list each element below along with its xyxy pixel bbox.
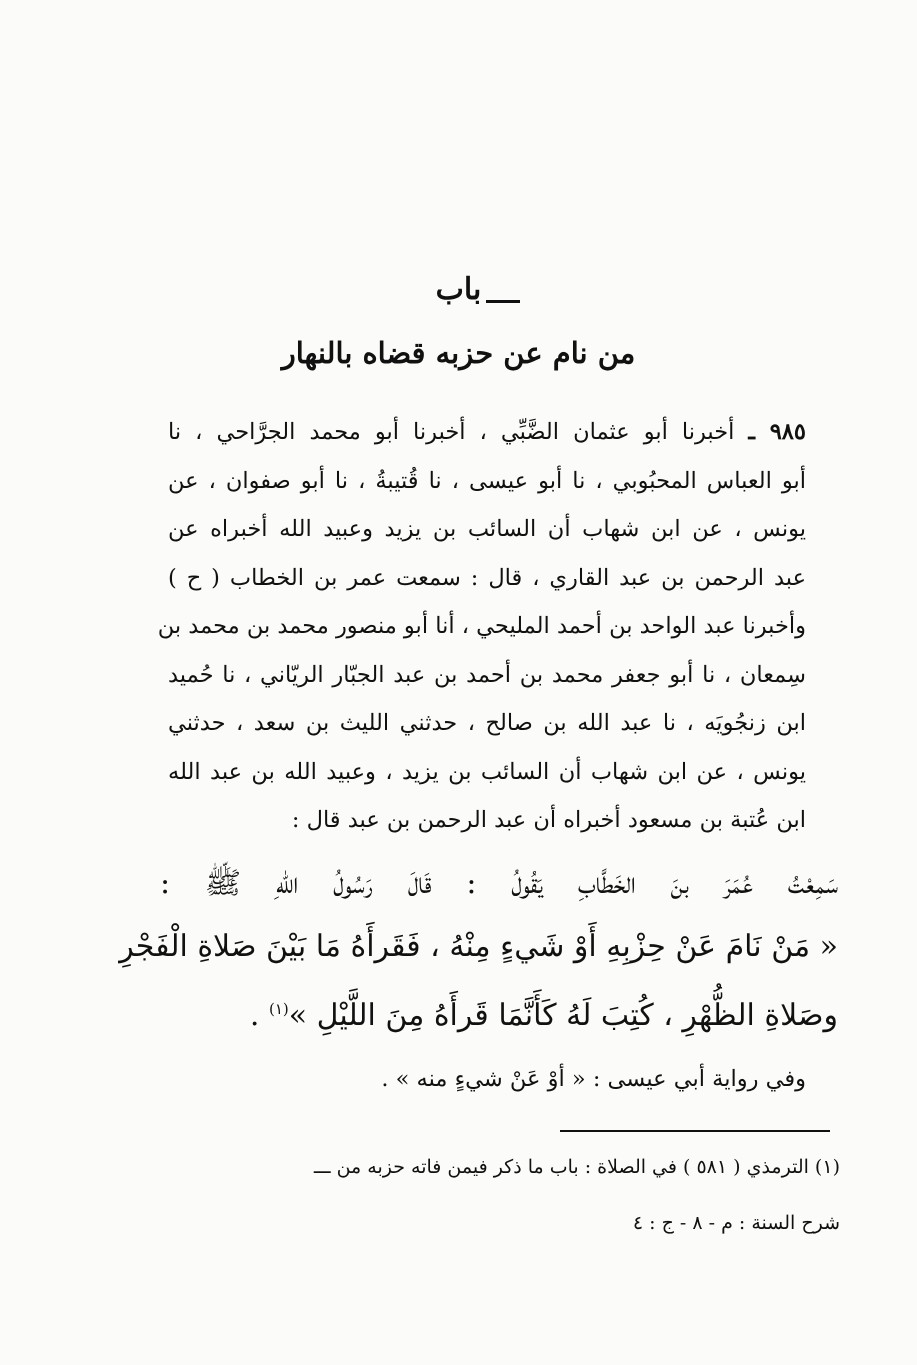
- isnad-paragraph: [157, 408, 806, 845]
- hadith-line: « مَنْ نَامَ عَنْ حِزْبِهِ أَوْ شَيءٍ مِنْهُ ، فَقَرأَهُ مَا بَيْنَ صَلاةِ الْفَجْرِ: [119, 929, 838, 964]
- isnad-line: يونس ، عن ابن شهاب أن السائب بن يزيد وعبيد الله أخبراه عن: [168, 516, 806, 542]
- footnote-separator: [560, 1130, 830, 1132]
- isnad-line: يونس ، عن ابن شهاب أن السائب بن يزيد ، وعبيد الله بن عبد الله: [168, 758, 806, 785]
- isnad-line: أبو العباس المحبُوبي ، نا أبو عيسى ، نا قُتيبةُ ، نا أبو صفوان ، عن: [168, 467, 806, 494]
- hadith-text: [119, 852, 838, 1041]
- isnad-line-text: أخبرنا أبو عثمان الضَّبِّي ، أخبرنا أبو محمد الجرَّاحي ، نا: [168, 419, 735, 445]
- isnad-line: عبد الرحمن بن عبد القاري ، قال : سمعت عمر بن الخطاب ( ح ): [168, 564, 806, 591]
- hadith-end-dot: .: [249, 998, 260, 1033]
- variant-note: وفي رواية أبي عيسى : « أوْ عَنْ شيءٍ منه » .: [381, 1066, 806, 1092]
- isnad-line: [168, 408, 806, 457]
- chapter-heading-underline: [486, 300, 520, 303]
- isnad-line: ابن عُتبة بن مسعود أخبراه أن عبد الرحمن بن عبد قال :: [291, 807, 806, 833]
- isnad-line: وأخبرنا عبد الواحد بن أحمد المليحي ، أنا أبو منصور محمد بن محمد بن: [157, 613, 806, 639]
- printer-signature: شرح السنة : م - ٨ - ج : ٤: [632, 1212, 840, 1234]
- isnad-line: ابن زنجُويَه ، نا عبد الله بن صالح ، حدثني الليث بن سعد ، حدثني: [168, 710, 806, 736]
- footnote-marker: (١): [269, 1000, 289, 1018]
- footnote: (١) الترمذي ( ٥٨١ ) في الصلاة : باب ما ذكر فيمن فاته حزبه من ـــ: [313, 1156, 840, 1178]
- isnad-line: سِمعان ، نا أبو جعفر محمد بن أحمد بن عبد الجبّار الريّاني ، نا حُميد: [168, 661, 806, 688]
- chapter-heading: باب: [435, 272, 482, 307]
- hadith-line: سَمِعْتُ عُمَرَ بنَ الخَطَّابِ يَقُولُ : قَالَ رَسُولُ اللهِ ﷺ :: [160, 866, 838, 901]
- hadith-line-text: وصَلاةِ الظُّهْرِ ، كُتِبَ لَهُ كَأَنَّمَا قَرأَهُ مِنَ اللَّيْلِ »: [288, 998, 838, 1033]
- hadith-line: [160, 978, 838, 1041]
- chapter-title: من نام عن حزبه قضاه بالنهار: [281, 336, 636, 370]
- hadith-number: ٩٨٥ ـ: [748, 419, 806, 445]
